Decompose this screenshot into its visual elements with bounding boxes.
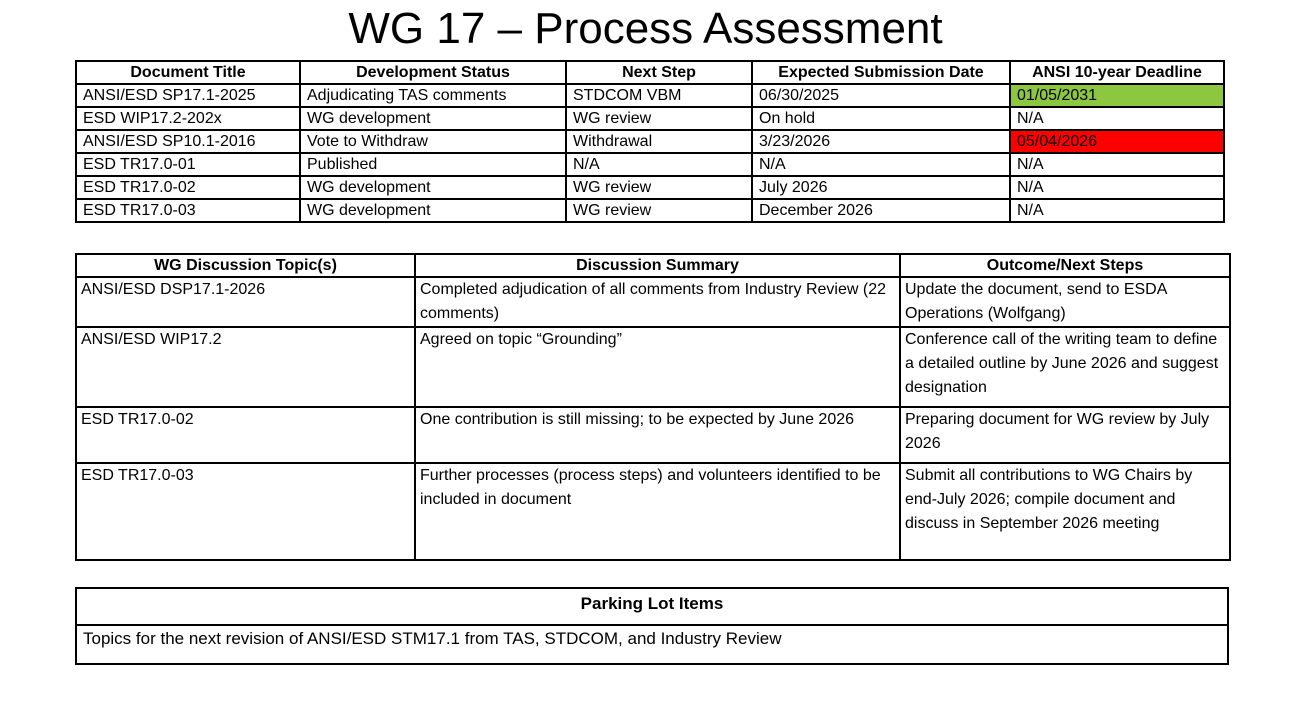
document-title-cell: ESD TR17.0-02: [76, 176, 300, 199]
outcome-cell: Update the document, send to ESDA Operations (Wolfgang): [900, 277, 1230, 327]
topic-cell: ESD TR17.0-03: [76, 463, 415, 560]
development-status-cell: WG development: [300, 176, 566, 199]
next-step-cell: Withdrawal: [566, 130, 752, 153]
table-row: [76, 407, 1230, 463]
header-development-status: Development Status: [300, 61, 566, 84]
development-status-cell: Vote to Withdraw: [300, 130, 566, 153]
development-status-cell: Adjudicating TAS comments: [300, 84, 566, 107]
table-row: [76, 153, 1224, 176]
header-discussion-summary: Discussion Summary: [415, 254, 900, 277]
outcome-cell: Preparing document for WG review by July 2026: [900, 407, 1230, 463]
header-next-step: Next Step: [566, 61, 752, 84]
table-row: [76, 625, 1228, 664]
development-status-cell: WG development: [300, 107, 566, 130]
table-row: [76, 327, 1230, 407]
document-title-cell: ESD WIP17.2-202x: [76, 107, 300, 130]
discussion-header-row: [76, 254, 1230, 277]
table-row: [76, 84, 1224, 107]
parking-lot-header: Parking Lot Items: [76, 588, 1228, 625]
deadline-cell-green: 01/05/2031: [1010, 84, 1224, 107]
header-ansi-deadline: ANSI 10-year Deadline: [1010, 61, 1224, 84]
document-title-cell: ESD TR17.0-01: [76, 153, 300, 176]
deadline-cell: N/A: [1010, 199, 1224, 222]
status-header-row: [76, 61, 1224, 84]
document-title-cell: ANSI/ESD SP10.1-2016: [76, 130, 300, 153]
table-row: [76, 107, 1224, 130]
topic-cell: ESD TR17.0-02: [76, 407, 415, 463]
table-row: [76, 130, 1224, 153]
development-status-cell: Published: [300, 153, 566, 176]
header-outcome-next-steps: Outcome/Next Steps: [900, 254, 1230, 277]
submission-date-cell: 06/30/2025: [752, 84, 1010, 107]
summary-cell: Agreed on topic “Grounding”: [415, 327, 900, 407]
parking-lot-table: [75, 587, 1229, 665]
outcome-cell: Submit all contributions to WG Chairs by end-July 2026; compile document and discuss in September 2026 meeting: [900, 463, 1230, 560]
summary-cell: One contribution is still missing; to be expected by June 2026: [415, 407, 900, 463]
submission-date-cell: N/A: [752, 153, 1010, 176]
header-document-title: Document Title: [76, 61, 300, 84]
deadline-cell-red: 05/04/2026: [1010, 130, 1224, 153]
parking-lot-item: Topics for the next revision of ANSI/ESD STM17.1 from TAS, STDCOM, and Industry Review: [76, 625, 1228, 664]
submission-date-cell: On hold: [752, 107, 1010, 130]
outcome-cell: Conference call of the writing team to define a detailed outline by June 2026 and suggest designation: [900, 327, 1230, 407]
summary-cell: Completed adjudication of all comments from Industry Review (22 comments): [415, 277, 900, 327]
document-title-cell: ANSI/ESD SP17.1-2025: [76, 84, 300, 107]
deadline-cell: N/A: [1010, 107, 1224, 130]
page-title: WG 17 – Process Assessment: [348, 4, 943, 53]
table-row: [76, 199, 1224, 222]
submission-date-cell: July 2026: [752, 176, 1010, 199]
next-step-cell: STDCOM VBM: [566, 84, 752, 107]
topic-cell: ANSI/ESD DSP17.1-2026: [76, 277, 415, 327]
next-step-cell: WG review: [566, 107, 752, 130]
topic-cell: ANSI/ESD WIP17.2: [76, 327, 415, 407]
document-title-cell: ESD TR17.0-03: [76, 199, 300, 222]
next-step-cell: N/A: [566, 153, 752, 176]
table-row: [76, 463, 1230, 560]
discussion-table: [75, 253, 1231, 561]
table-row: [76, 176, 1224, 199]
deadline-cell: N/A: [1010, 153, 1224, 176]
summary-cell: Further processes (process steps) and volunteers identified to be included in document: [415, 463, 900, 560]
deadline-cell: N/A: [1010, 176, 1224, 199]
status-table: [75, 60, 1225, 223]
submission-date-cell: 3/23/2026: [752, 130, 1010, 153]
parking-header-row: [76, 588, 1228, 625]
development-status-cell: WG development: [300, 199, 566, 222]
table-row: [76, 277, 1230, 327]
submission-date-cell: December 2026: [752, 199, 1010, 222]
header-expected-submission-date: Expected Submission Date: [752, 61, 1010, 84]
header-discussion-topic: WG Discussion Topic(s): [76, 254, 415, 277]
next-step-cell: WG review: [566, 176, 752, 199]
next-step-cell: WG review: [566, 199, 752, 222]
